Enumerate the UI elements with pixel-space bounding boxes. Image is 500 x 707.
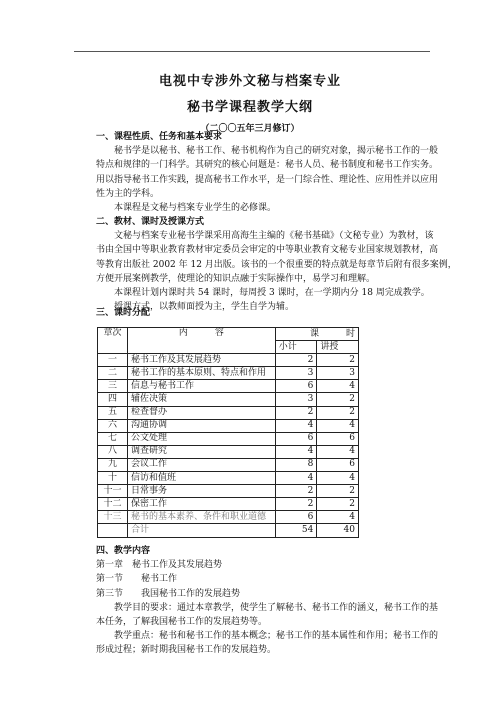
chapter-number: 三 bbox=[98, 380, 128, 393]
total-lecture: 40 bbox=[317, 524, 359, 537]
syllabus-title: 秘书学课程教学大纲 bbox=[186, 100, 313, 115]
chapter-number: 十三 bbox=[98, 511, 128, 524]
hours-lecture: 4 bbox=[317, 380, 359, 393]
section-4-heading: 四、教学内容 bbox=[96, 546, 151, 556]
goal-line: 教学目的要求：通过本章教学，使学生了解秘书、秘书工作的涵义，秘书工作的基 bbox=[114, 602, 439, 613]
chapter-name: 公文处理 bbox=[128, 432, 276, 445]
schedule-table bbox=[97, 327, 359, 538]
section-2-heading: 二、教材、课时及授课方式 bbox=[96, 217, 205, 227]
hours-subtotal: 2 bbox=[275, 406, 317, 419]
chapter-name: 沟通协调 bbox=[128, 419, 276, 432]
chapter-number: 八 bbox=[98, 445, 128, 458]
key-line: 教学重点：秘书和秘书工作的基本概念；秘书工作的基本属性和作用；秘书工作的 bbox=[114, 631, 439, 642]
s2-p3: 授课方式，以教师面授为主，学生自学为辅。 bbox=[114, 302, 295, 313]
hours-lecture: 4 bbox=[317, 445, 359, 458]
col-subtotal: 小计 bbox=[275, 341, 317, 354]
col-lecture: 讲授 bbox=[317, 341, 359, 354]
s1-p1-line: 特点和规律的一门科学。其研究的核心问题是：秘书人员、秘书制度和秘书工作实务。 bbox=[96, 160, 439, 171]
hours-subtotal: 4 bbox=[275, 445, 317, 458]
chapter-number: 六 bbox=[98, 419, 128, 432]
hours-subtotal: 3 bbox=[275, 367, 317, 380]
chapter-name: 秘书工作的基本原则、特点和作用 bbox=[128, 367, 276, 380]
table-row bbox=[98, 354, 359, 367]
chapter-name: 秘书的基本素养、条件和职业道德 bbox=[128, 511, 276, 524]
hours-lecture: 2 bbox=[317, 393, 359, 406]
hours-lecture: 2 bbox=[317, 498, 359, 511]
s2-p1-line: 方便开展案例教学，使理论的知识点融于实际操作中，易学习和理解。 bbox=[96, 273, 376, 284]
section-1 bbox=[96, 130, 439, 215]
table-row bbox=[98, 406, 359, 419]
key-line: 形成过程；新时期我国秘书工作的发展趋势。 bbox=[96, 645, 277, 656]
s2-p1-line: 书由全国中等职业教育教材审定委员会审定的中等职业教育文秘专业国家规划教材，高 bbox=[96, 245, 439, 256]
chapter-number: 一 bbox=[98, 354, 128, 367]
s1-p1-line: 秘书学是以秘书、秘书工作、秘书机构作为自己的研究对象，揭示秘书工作的一般 bbox=[114, 146, 439, 157]
table-row bbox=[98, 498, 359, 511]
s1-p1-line: 性为主的学科。 bbox=[96, 188, 160, 199]
chapter-name: 调查研究 bbox=[128, 445, 276, 458]
hours-subtotal: 3 bbox=[275, 393, 317, 406]
chapter-name: 日常事务 bbox=[128, 485, 276, 498]
hours-lecture: 4 bbox=[317, 419, 359, 432]
col-hours: 课 时 bbox=[275, 328, 358, 341]
chapter-number: 十 bbox=[98, 472, 128, 485]
table-row bbox=[98, 393, 359, 406]
section-1-heading: 一、课程性质、任务和基本要求 bbox=[96, 132, 223, 142]
s2-p1-line: 等教育出版社 2002 年 12 月出版。该书的一个很重要的特点就是每章节后附有很多案例， bbox=[96, 259, 457, 270]
hours-lecture: 2 bbox=[317, 406, 359, 419]
revision-date: （二〇〇五年三月修订） bbox=[200, 124, 300, 134]
section-2 bbox=[96, 215, 457, 314]
chapter-number: 七 bbox=[98, 432, 128, 445]
section-3-heading: 三、课时分配 bbox=[96, 308, 151, 318]
table-row bbox=[98, 367, 359, 380]
hours-subtotal: 4 bbox=[275, 419, 317, 432]
chapter-number: 十一 bbox=[98, 485, 128, 498]
s2-p1-line: 文秘与档案专业秘书学课采用高海生主编的《秘书基础》（文秘专业）为教材，该 bbox=[114, 231, 434, 242]
hours-subtotal: 6 bbox=[275, 432, 317, 445]
subsection-title: 第三节 我国秘书工作的发展趋势 bbox=[96, 588, 241, 599]
chapter-number: 十二 bbox=[98, 498, 128, 511]
hours-subtotal: 6 bbox=[275, 380, 317, 393]
total-label: 合计 bbox=[128, 524, 276, 537]
school-title: 电视中专涉外文秘与档案专业 bbox=[158, 74, 341, 89]
table-header-row bbox=[98, 328, 359, 341]
chapter-name: 检查督办 bbox=[128, 406, 276, 419]
table-row bbox=[98, 485, 359, 498]
hours-lecture: 6 bbox=[317, 458, 359, 471]
hours-subtotal: 2 bbox=[275, 354, 317, 367]
chapter-number: 二 bbox=[98, 367, 128, 380]
hours-subtotal: 8 bbox=[275, 458, 317, 471]
header-rule bbox=[74, 51, 430, 52]
total-subtotal: 54 bbox=[275, 524, 317, 537]
hours-lecture: 2 bbox=[317, 485, 359, 498]
chapter-name: 保密工作 bbox=[128, 498, 276, 511]
table-row bbox=[98, 419, 359, 432]
table-total-row bbox=[98, 524, 359, 537]
table-row bbox=[98, 472, 359, 485]
section-4 bbox=[96, 544, 439, 658]
s1-p2: 本课程是文秘与档案专业学生的必修课。 bbox=[114, 203, 277, 214]
table-row bbox=[98, 432, 359, 445]
col-chapter: 章次 bbox=[98, 328, 128, 354]
s2-p2: 本课程计划内课时共 54 课时，每周授 3 课时，在一学期内分 18 周完成教学。 bbox=[114, 288, 430, 299]
hours-subtotal: 6 bbox=[275, 511, 317, 524]
chapter-number: 九 bbox=[98, 458, 128, 471]
goal-line: 本任务，了解我国秘书工作的发展趋势等。 bbox=[96, 617, 268, 628]
hours-subtotal: 2 bbox=[275, 498, 317, 511]
hours-subtotal: 2 bbox=[275, 485, 317, 498]
s1-p1-line: 用以指导秘书工作实践，提高秘书工作水平，是一门综合性、理论性、应用性并以应用 bbox=[96, 174, 439, 185]
table-row bbox=[98, 511, 359, 524]
hours-subtotal: 4 bbox=[275, 472, 317, 485]
col-content: 内 容 bbox=[128, 328, 276, 354]
chapter-name: 会议工作 bbox=[128, 458, 276, 471]
chapter-name: 信访和值班 bbox=[128, 472, 276, 485]
chapter-number: 四 bbox=[98, 393, 128, 406]
table-row bbox=[98, 445, 359, 458]
chapter-number: 五 bbox=[98, 406, 128, 419]
chapter-title: 第一章 秘书工作及其发展趋势 bbox=[96, 560, 223, 571]
table-row bbox=[98, 458, 359, 471]
hours-lecture: 6 bbox=[317, 432, 359, 445]
chapter-name: 秘书工作及其发展趋势 bbox=[128, 354, 276, 367]
hours-lecture: 2 bbox=[317, 354, 359, 367]
hours-lecture: 4 bbox=[317, 511, 359, 524]
chapter-name: 信息与秘书工作 bbox=[128, 380, 276, 393]
chapter-name: 辅佐决策 bbox=[128, 393, 276, 406]
hours-lecture: 4 bbox=[317, 472, 359, 485]
hours-lecture: 3 bbox=[317, 367, 359, 380]
table-row bbox=[98, 380, 359, 393]
section-title: 第一节 秘书工作 bbox=[96, 574, 178, 585]
